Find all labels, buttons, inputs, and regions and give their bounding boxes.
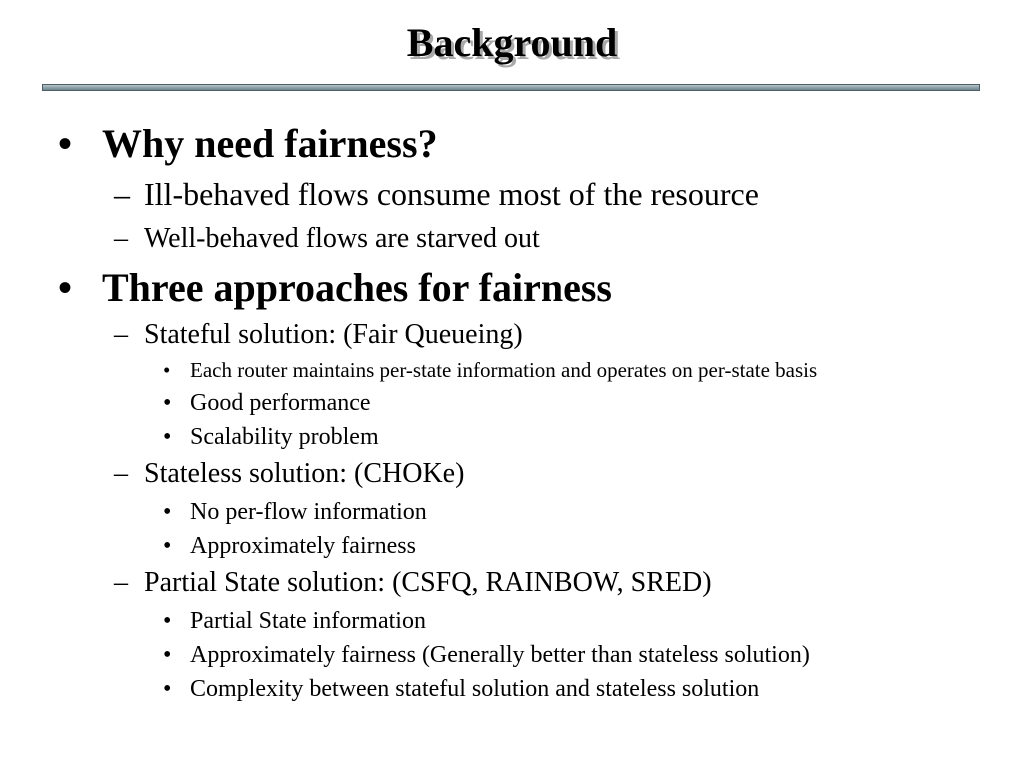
bullet-item-level2 xyxy=(114,566,712,600)
bullet-text: Each router maintains per-state information and operates on per-state basis xyxy=(190,358,818,382)
bullet-text: Partial State information xyxy=(190,608,426,634)
bullet-item-level1 xyxy=(58,121,438,167)
bullet-text: Approximately fairness (Generally better than stateless solution) xyxy=(190,642,810,668)
bullet-text: No per-flow information xyxy=(190,499,427,525)
bullet-text: Scalability problem xyxy=(190,424,379,450)
bullet-marker: • xyxy=(163,533,172,559)
dash-marker: – xyxy=(114,176,130,212)
bullet-item-level3 xyxy=(163,497,427,527)
bullet-text: Stateful solution: (Fair Queueing) xyxy=(144,319,523,350)
bullet-marker: • xyxy=(163,608,172,634)
bullet-item-level2 xyxy=(114,457,464,491)
bullet-item-level1 xyxy=(58,265,612,311)
bullet-item-level3 xyxy=(163,674,759,704)
bullet-item-level3 xyxy=(163,388,371,418)
title-divider xyxy=(42,84,980,91)
bullet-marker: • xyxy=(163,358,171,382)
bullet-text: Why need fairness? xyxy=(102,121,438,166)
bullet-marker: • xyxy=(58,265,73,310)
bullet-item-level3 xyxy=(163,357,817,383)
bullet-marker: • xyxy=(163,390,172,416)
bullet-text: Good performance xyxy=(190,390,371,416)
bullet-item-level2 xyxy=(114,318,523,352)
bullet-text: Well-behaved flows are starved out xyxy=(144,223,540,254)
dash-marker: – xyxy=(114,223,128,254)
bullet-marker: • xyxy=(163,424,172,450)
bullet-text: Stateless solution: (CHOKe) xyxy=(144,458,465,489)
bullet-text: Approximately fairness xyxy=(190,533,416,559)
dash-marker: – xyxy=(114,567,128,598)
bullet-item-level3 xyxy=(163,422,379,452)
bullet-marker: • xyxy=(163,642,172,668)
bullet-item-level3 xyxy=(163,531,416,561)
slide-title: Background xyxy=(406,20,618,65)
bullet-marker: • xyxy=(58,121,73,166)
bullet-marker: • xyxy=(163,676,172,702)
bullet-text: Ill-behaved flows consume most of the resource xyxy=(144,176,759,212)
bullet-item-level2 xyxy=(114,175,759,213)
dash-marker: – xyxy=(114,319,128,350)
bullet-text: Partial State solution: (CSFQ, RAINBOW, SRED) xyxy=(144,567,712,598)
bullet-marker: • xyxy=(163,499,172,525)
bullet-item-level3 xyxy=(163,606,426,636)
dash-marker: – xyxy=(114,458,128,489)
bullet-item-level3 xyxy=(163,640,810,670)
bullet-text: Complexity between stateful solution and stateless solution xyxy=(190,676,760,702)
bullet-item-level2 xyxy=(114,222,540,256)
bullet-text: Three approaches for fairness xyxy=(102,265,612,310)
